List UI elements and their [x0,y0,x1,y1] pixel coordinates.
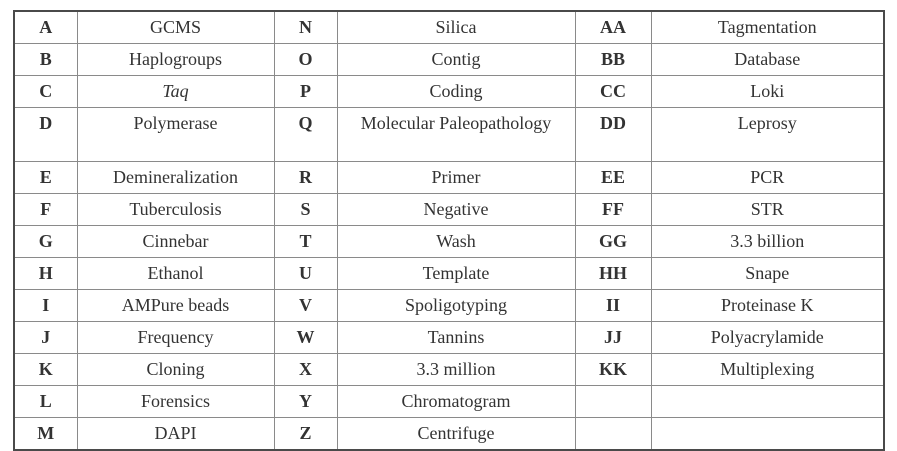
term-cell: Frequency [77,322,274,354]
table-row [14,44,884,76]
letter-cell: HH [575,258,651,290]
table-row [14,418,884,451]
term-cell: Haplogroups [77,44,274,76]
letter-cell: C [14,76,77,108]
table-row [14,386,884,418]
table-row [14,162,884,194]
table-row [14,108,884,162]
term-cell: Negative [337,194,575,226]
letter-cell: A [14,11,77,44]
letter-cell: E [14,162,77,194]
letter-cell: Y [274,386,337,418]
term-cell: Contig [337,44,575,76]
term-cell: PCR [651,162,884,194]
letter-cell: W [274,322,337,354]
letter-cell: II [575,290,651,322]
glossary-table [13,10,885,451]
term-cell: Polyacrylamide [651,322,884,354]
term-cell: Multiplexing [651,354,884,386]
letter-cell: J [14,322,77,354]
letter-cell: P [274,76,337,108]
term-cell [651,386,884,418]
letter-cell: JJ [575,322,651,354]
term-cell: Molecular Paleopathology [337,108,575,162]
letter-cell: DD [575,108,651,162]
term-cell: Forensics [77,386,274,418]
letter-cell: FF [575,194,651,226]
term-cell: Snape [651,258,884,290]
table-row [14,322,884,354]
term-cell: Proteinase K [651,290,884,322]
term-cell: DAPI [77,418,274,451]
term-cell: Spoligotyping [337,290,575,322]
term-cell: Cinnebar [77,226,274,258]
letter-cell: H [14,258,77,290]
term-cell: Demineralization [77,162,274,194]
term-cell: Template [337,258,575,290]
letter-cell: CC [575,76,651,108]
letter-cell: AA [575,11,651,44]
term-cell: Loki [651,76,884,108]
table-row [14,258,884,290]
letter-cell: X [274,354,337,386]
letter-cell: Q [274,108,337,162]
letter-cell: K [14,354,77,386]
term-cell: 3.3 billion [651,226,884,258]
table-row [14,76,884,108]
table-row [14,11,884,44]
letter-cell: R [274,162,337,194]
letter-cell: L [14,386,77,418]
letter-cell: F [14,194,77,226]
table-row [14,194,884,226]
term-cell: Silica [337,11,575,44]
term-cell: Taq [77,76,274,108]
term-cell: AMPure beads [77,290,274,322]
letter-cell: M [14,418,77,451]
glossary-body [14,11,884,450]
letter-cell: O [274,44,337,76]
letter-cell: Z [274,418,337,451]
term-cell: Chromatogram [337,386,575,418]
term-cell: Coding [337,76,575,108]
term-cell: Tuberculosis [77,194,274,226]
letter-cell: D [14,108,77,162]
term-cell: Tagmentation [651,11,884,44]
letter-cell: N [274,11,337,44]
letter-cell: T [274,226,337,258]
glossary-table-container [13,10,883,451]
term-cell: Polymerase [77,108,274,162]
letter-cell: KK [575,354,651,386]
letter-cell: EE [575,162,651,194]
term-cell: Wash [337,226,575,258]
term-cell [651,418,884,451]
term-cell: Cloning [77,354,274,386]
term-cell: Centrifuge [337,418,575,451]
letter-cell [575,386,651,418]
letter-cell: U [274,258,337,290]
table-row [14,354,884,386]
letter-cell: G [14,226,77,258]
letter-cell: GG [575,226,651,258]
letter-cell: B [14,44,77,76]
term-cell: Tannins [337,322,575,354]
letter-cell [575,418,651,451]
term-cell: Ethanol [77,258,274,290]
table-row [14,226,884,258]
term-cell: Leprosy [651,108,884,162]
letter-cell: S [274,194,337,226]
letter-cell: I [14,290,77,322]
term-cell: GCMS [77,11,274,44]
letter-cell: V [274,290,337,322]
table-row [14,290,884,322]
term-cell: Database [651,44,884,76]
term-cell: Primer [337,162,575,194]
term-cell: 3.3 million [337,354,575,386]
letter-cell: BB [575,44,651,76]
term-cell: STR [651,194,884,226]
